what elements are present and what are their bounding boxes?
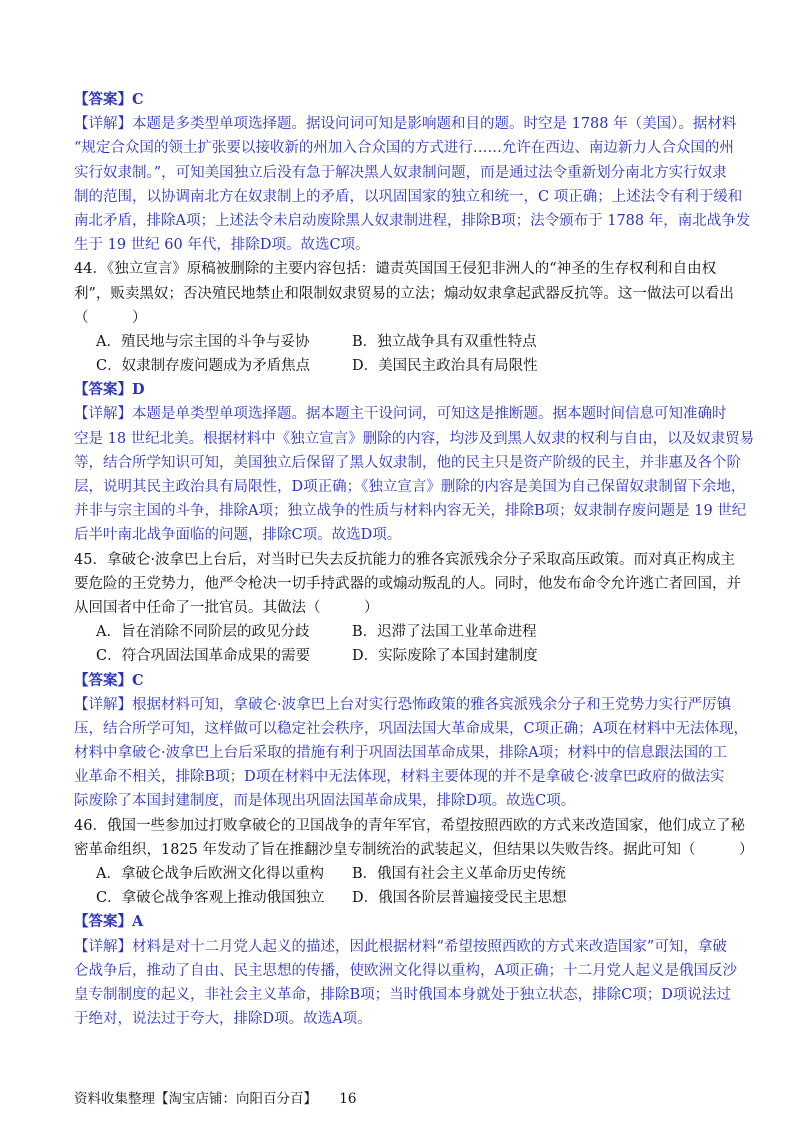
q44-detail	[74, 402, 755, 547]
q44-detail-line: 后半叶南北战争面临的问题，排除C项。故选D项。	[74, 527, 402, 544]
q43-detail-line: 生于 19 世纪 60 年代，排除D项。故选C项。	[74, 237, 370, 254]
q46-option-b: B．俄国有社会主义革命历史传统	[352, 866, 566, 882]
q43-detail-line: “规定合众国的领土扩张要以接收新的州加入合众国的方式进行……允许在西边、南边新力人合众国的州	[74, 140, 734, 157]
q43-detail-line: 南北矛盾，排除A项；上述法令未启动废除黑人奴隶制进程，排除B项；法令颁布于 1788 年，南北战争发	[74, 212, 751, 229]
q44-detail-line: 【详解】本题是单类型单项选择题。据本题主干设问词，可知这是推断题。据本题时间信息可知准确时	[74, 406, 727, 423]
q46-detail-line: 于绝对，说法过于夸大，排除D项。故选A项。	[74, 1011, 372, 1028]
q45-option-b: B．迟滞了法国工业革命进程	[352, 624, 537, 641]
q43-answer: 【答案】C	[74, 91, 144, 108]
q45-stem-line: 从回国者中任命了一批官员。其做法（ ）	[74, 599, 379, 616]
q43-detail-line: 【详解】本题是多类型单项选择题。据设问词可知是影响题和目的题。时空是 1788 年（美国）。据材料	[74, 116, 737, 133]
q44-stem-line: （ ）	[74, 309, 147, 326]
q43-detail-line: 制的范围，以协调南北方在奴隶制上的矛盾，以巩固国家的独立和统一，C 项正确；上述法令有利于缓和	[74, 188, 743, 205]
page-footer	[74, 1087, 374, 1107]
q45-options-row	[74, 644, 728, 668]
q45-detail-line: 材料中拿破仑·波拿巴上台后采取的措施有利于巩固法国革命成果，排除A项；材料中的信息跟法国的工	[74, 745, 728, 762]
q45-option-d: D．实际废除了本国封建制度	[352, 648, 538, 665]
q46-option-d: D．俄国各阶层普遍接受民主思想	[352, 890, 567, 907]
q46-answer: 【答案】A	[74, 913, 144, 931]
page-number: 16	[339, 1091, 357, 1107]
q45-stem-line: 45．拿破仑·波拿巴上台后，对当时已失去反抗能力的雅各宾派残余分子采取高压政策。而对真正构成主	[74, 551, 736, 568]
q44-stem-line: 利”，贩卖黑奴；否决殖民地禁止和限制奴隶贸易的立法；煽动奴隶拿起武器反抗等。这一做法可以看出	[74, 285, 734, 302]
q45-option-a: A．旨在消除不同阶层的政见分歧	[96, 624, 310, 641]
q43-detail-line: 实行奴隶制。”，可知美国独立后没有急于解决黑人奴隶制问题，而是通过法令重新划分南北方实行奴隶	[74, 164, 727, 181]
q45-stem	[74, 548, 741, 621]
q44-detail-line: 层，说明其民主政治具有局限性，D项正确；《独立宣言》删除的内容是美国为自己保留奴隶制留下余地，	[74, 479, 746, 495]
q45-option-c: C．符合巩固法国革命成果的需要	[96, 648, 311, 665]
q44-detail-line: 等，结合所学知识可知，美国独立后保留了黑人奴隶制，他的民主只是资产阶级的民主，并非惠及各个阶	[74, 454, 741, 471]
q43-detail	[74, 112, 751, 257]
q45-stem-line: 要危险的王党势力，他严令枪决一切手持武器的或煽动叛乱的人。同时，他发布命令允许逃亡者回国，并	[74, 575, 741, 592]
q44-detail-line: 空是 18 世纪北美。根据材料中《独立宣言》删除的内容，均涉及到黑人奴隶的权利与自由，以及奴隶贸易	[74, 430, 755, 447]
q46-detail-line: 仑战争后，推动了自由、民主思想的传播，使欧洲文化得以重构，A项正确；十二月党人起义是俄国反沙	[74, 962, 737, 979]
q44-options-row	[74, 354, 728, 378]
q44-answer: 【答案】D	[74, 381, 145, 399]
q45-detail-line: 【详解】根据材料可知，拿破仑·波拿巴上台对实行恐怖政策的雅各宾派残余分子和王党势力实行严厉镇	[74, 696, 732, 713]
q46-option-a: A．拿破仑战争后欧洲文化得以重构	[96, 866, 324, 882]
q45-options-row	[74, 620, 728, 644]
q44-stem	[74, 257, 734, 330]
q44-detail-line: 并非与宗主国的斗争，排除A项；独立战争的性质与材料内容无关，排除B项；奴隶制存废问题是 19 世纪	[74, 503, 747, 520]
q46-stem-line: 46．俄国一些参加过打败拿破仑的卫国战争的青年军官，希望按照西欧的方式来改造国家，他们成立了秘	[74, 817, 745, 834]
q44-option-b: B．独立战争具有双重性特点	[352, 333, 537, 350]
q44-option-a: A．殖民地与宗主国的斗争与妥协	[96, 333, 310, 350]
page-content	[74, 88, 755, 1031]
q45-detail	[74, 693, 749, 814]
q44-stem-line: 44．《独立宣言》原稿被删除的主要内容包括：谴责英国国王侵犯非洲人的“神圣的生存权利和自由权	[74, 261, 717, 278]
q46-options-row	[74, 862, 728, 886]
q46-stem-line: 密革命组织，1825 年发动了旨在推翻沙皇专制统治的武装起义，但结果以失败告终。据此可知（ ）	[74, 841, 754, 858]
q45-detail-line: 际废除了本国封建制度，而是体现出巩固法国革命成果，排除D项。故选C项。	[74, 793, 576, 810]
q46-option-c: C．拿破仑战争客观上推动俄国独立	[96, 890, 325, 907]
q45-answer: 【答案】C	[74, 671, 144, 689]
q44-option-c: C．奴隶制存废问题成为矛盾焦点	[96, 358, 311, 375]
q46-detail-line: 皇专制制度的起义，非社会主义革命，排除B项；当时俄国本身就处于独立状态，排除C项；D项说法过	[74, 986, 731, 1003]
q45-detail-line: 压，结合所学可知，这样做可以稳定社会秩序，巩固法国大革命成果，C项正确；A项在材料中无法体现，	[74, 720, 749, 737]
q44-options-row	[74, 330, 728, 354]
q44-option-d: D．美国民主政治具有局限性	[352, 358, 538, 375]
q46-stem	[74, 814, 754, 862]
footer-source: 资料收集整理【淘宝店铺：向阳百分百】	[74, 1091, 317, 1107]
q46-detail	[74, 935, 737, 1032]
q46-options-row	[74, 886, 728, 910]
q46-detail-line: 【详解】材料是对十二月党人起义的描述，因此根据材料“希望按照西欧的方式来改造国家”可知，拿破	[74, 938, 727, 955]
q45-detail-line: 业革命不相关，排除B项；D项在材料中无法体现，材料主要体现的并不是拿破仑·波拿巴政府的做法实	[74, 769, 725, 786]
